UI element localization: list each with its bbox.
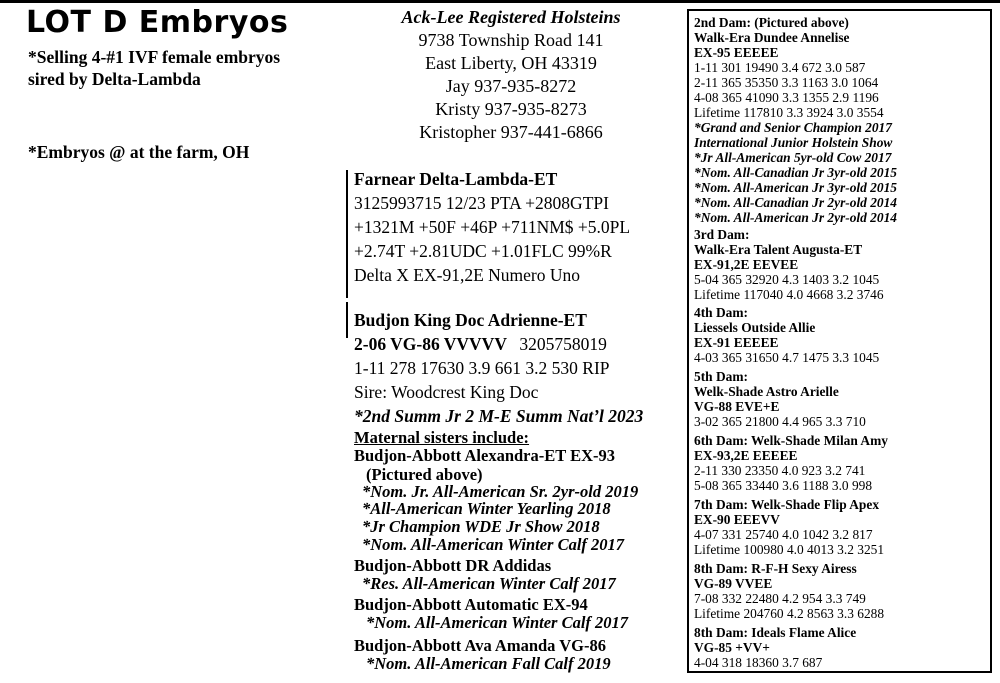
dam-record: Lifetime 117810 3.3 3924 3.0 3554 bbox=[694, 105, 884, 120]
embryo-location: *Embryos @ at the farm, OH bbox=[28, 142, 250, 162]
dam-record: 5-04 365 32920 4.3 1403 3.2 1045 bbox=[694, 272, 880, 287]
dam-record: 2-11 365 35350 3.3 1163 3.0 1064 bbox=[694, 75, 879, 90]
dam-record: Lifetime 117040 4.0 4668 3.2 3746 bbox=[694, 287, 884, 302]
selling-line: sired by Delta-Lambda bbox=[28, 69, 201, 89]
dam-record: 1-11 278 17630 3.9 661 3.2 530 RIP bbox=[354, 358, 610, 378]
dam-class: VG-88 EVE+E bbox=[694, 399, 780, 414]
dam-heading: 2nd Dam: (Pictured above) bbox=[694, 15, 849, 30]
sister-honor: *Nom. All-American Winter Calf 2017 bbox=[362, 535, 625, 554]
dam-record: Lifetime 100980 4.0 4013 3.2 3251 bbox=[694, 542, 885, 557]
dam-heading: 4th Dam: bbox=[694, 305, 748, 320]
dam-honor: *2nd Summ Jr 2 M-E Summ Nat’l 2023 bbox=[354, 406, 644, 426]
sister-name: Budjon-Abbott DR Addidas bbox=[354, 556, 552, 575]
dam-record: Lifetime 204760 4.2 8563 3.3 6288 bbox=[694, 606, 885, 621]
sister-honor: *All-American Winter Yearling 2018 bbox=[362, 499, 611, 518]
dam-honor: *Nom. All-American Jr 2yr-old 2014 bbox=[694, 210, 897, 225]
farm-address: 9738 Township Road 141 bbox=[418, 30, 604, 50]
dam-class: EX-91,2E EEVEE bbox=[694, 257, 799, 272]
farm-phone: Kristopher 937-441-6866 bbox=[419, 122, 603, 142]
sire-proof: 3125993715 12/23 PTA +2808GTPI bbox=[354, 193, 609, 213]
dam-record: 1-11 301 19490 3.4 672 3.0 587 bbox=[694, 60, 866, 75]
dam-class: EX-91 EEEEE bbox=[694, 335, 779, 350]
dam-honor: *Jr All-American 5yr-old Cow 2017 bbox=[694, 150, 892, 165]
dam-honor: *Nom. All-American Jr 3yr-old 2015 bbox=[694, 180, 897, 195]
sister-name: Budjon-Abbott Automatic EX-94 bbox=[354, 595, 588, 614]
dam-heading: 7th Dam: Welk-Shade Flip Apex bbox=[694, 497, 880, 512]
farm-name: Ack-Lee Registered Holsteins bbox=[401, 7, 621, 27]
selling-line: *Selling 4-#1 IVF female embryos bbox=[28, 47, 281, 67]
dam-classification: 2-06 VG-86 VVVVV bbox=[354, 334, 507, 354]
dam-name: Walk-Era Dundee Annelise bbox=[694, 30, 850, 45]
sister-honor: *Nom. All-American Fall Calf 2019 bbox=[366, 654, 611, 673]
sister-honor: *Nom. Jr. All-American Sr. 2yr-old 2019 bbox=[362, 482, 639, 501]
dam-class: VG-85 +VV+ bbox=[694, 640, 770, 655]
dam-class: EX-90 EEEVV bbox=[694, 512, 780, 527]
sister-honor: *Res. All-American Winter Calf 2017 bbox=[362, 574, 616, 593]
dam-sire: Sire: Woodcrest King Doc bbox=[354, 382, 539, 402]
dam-name: Walk-Era Talent Augusta-ET bbox=[694, 242, 863, 257]
dam-class: EX-95 EEEEE bbox=[694, 45, 779, 60]
dam-honor: International Junior Holstein Show bbox=[694, 135, 893, 150]
lot-title: LOT D Embryos bbox=[26, 5, 289, 40]
dam-name: Welk-Shade Astro Arielle bbox=[694, 384, 839, 399]
dam-heading: 8th Dam: R-F-H Sexy Airess bbox=[694, 561, 857, 576]
dam-record: 7-08 332 22480 4.2 954 3.3 749 bbox=[694, 591, 866, 606]
dam-class: VG-89 VVEE bbox=[694, 576, 773, 591]
dam-heading: 8th Dam: Ideals Flame Alice bbox=[694, 625, 857, 640]
sire-proof: +1321M +50F +46P +711NM$ +5.0PL bbox=[354, 217, 631, 237]
farm-phone: Jay 937-935-8272 bbox=[445, 76, 577, 96]
dam-record: 5-08 365 33440 3.6 1188 3.0 998 bbox=[694, 478, 873, 493]
dam-record: 3-02 365 21800 4.4 965 3.3 710 bbox=[694, 414, 866, 429]
dam-record: 4-03 365 31650 4.7 1475 3.3 1045 bbox=[694, 350, 880, 365]
dam-classification-line bbox=[354, 332, 607, 356]
sister-name: Budjon-Abbott Ava Amanda VG-86 bbox=[354, 636, 606, 655]
maternal-sisters-heading: Maternal sisters include: bbox=[354, 428, 530, 447]
farm-contact bbox=[394, 6, 628, 144]
dam-record: 4-04 318 18360 3.7 687 bbox=[694, 655, 823, 670]
dam-record: 4-07 331 25740 4.0 1042 3.2 817 bbox=[694, 527, 873, 542]
dam-honor: *Nom. All-Canadian Jr 3yr-old 2015 bbox=[694, 165, 897, 180]
dam-class: EX-93,2E EEEEE bbox=[694, 448, 798, 463]
dam-honor: *Grand and Senior Champion 2017 bbox=[694, 120, 892, 135]
sister-name: Budjon-Abbott Alexandra-ET EX-93 bbox=[354, 446, 615, 465]
dam-bracket bbox=[346, 302, 348, 338]
sire-name: Farnear Delta-Lambda-ET bbox=[354, 169, 558, 189]
farm-phone: Kristy 937-935-8273 bbox=[435, 99, 587, 119]
farm-address: East Liberty, OH 43319 bbox=[425, 53, 597, 73]
sister-honor: *Jr Champion WDE Jr Show 2018 bbox=[362, 517, 600, 536]
dam-heading: 3rd Dam: bbox=[694, 227, 750, 242]
dam-heading: 6th Dam: Welk-Shade Milan Amy bbox=[694, 433, 888, 448]
dam-record: 2-11 330 23350 4.0 923 3.2 741 bbox=[694, 463, 866, 478]
sire-pedigree: Delta X EX-91,2E Numero Uno bbox=[354, 265, 580, 285]
dam-name: Liessels Outside Allie bbox=[694, 320, 816, 335]
dam-record: 4-08 365 41090 3.3 1355 2.9 1196 bbox=[694, 90, 879, 105]
sister-note: (Pictured above) bbox=[366, 465, 483, 484]
dam-name: Budjon King Doc Adrienne-ET bbox=[354, 310, 587, 330]
sire-proof: +2.74T +2.81UDC +1.01FLC 99%R bbox=[354, 241, 612, 261]
dam-honor: *Nom. All-Canadian Jr 2yr-old 2014 bbox=[694, 195, 897, 210]
top-rule bbox=[0, 0, 1000, 3]
dam-reg-number: 3205758019 bbox=[519, 334, 607, 354]
dam-heading: 5th Dam: bbox=[694, 369, 748, 384]
sister-honor: *Nom. All-American Winter Calf 2017 bbox=[366, 613, 629, 632]
